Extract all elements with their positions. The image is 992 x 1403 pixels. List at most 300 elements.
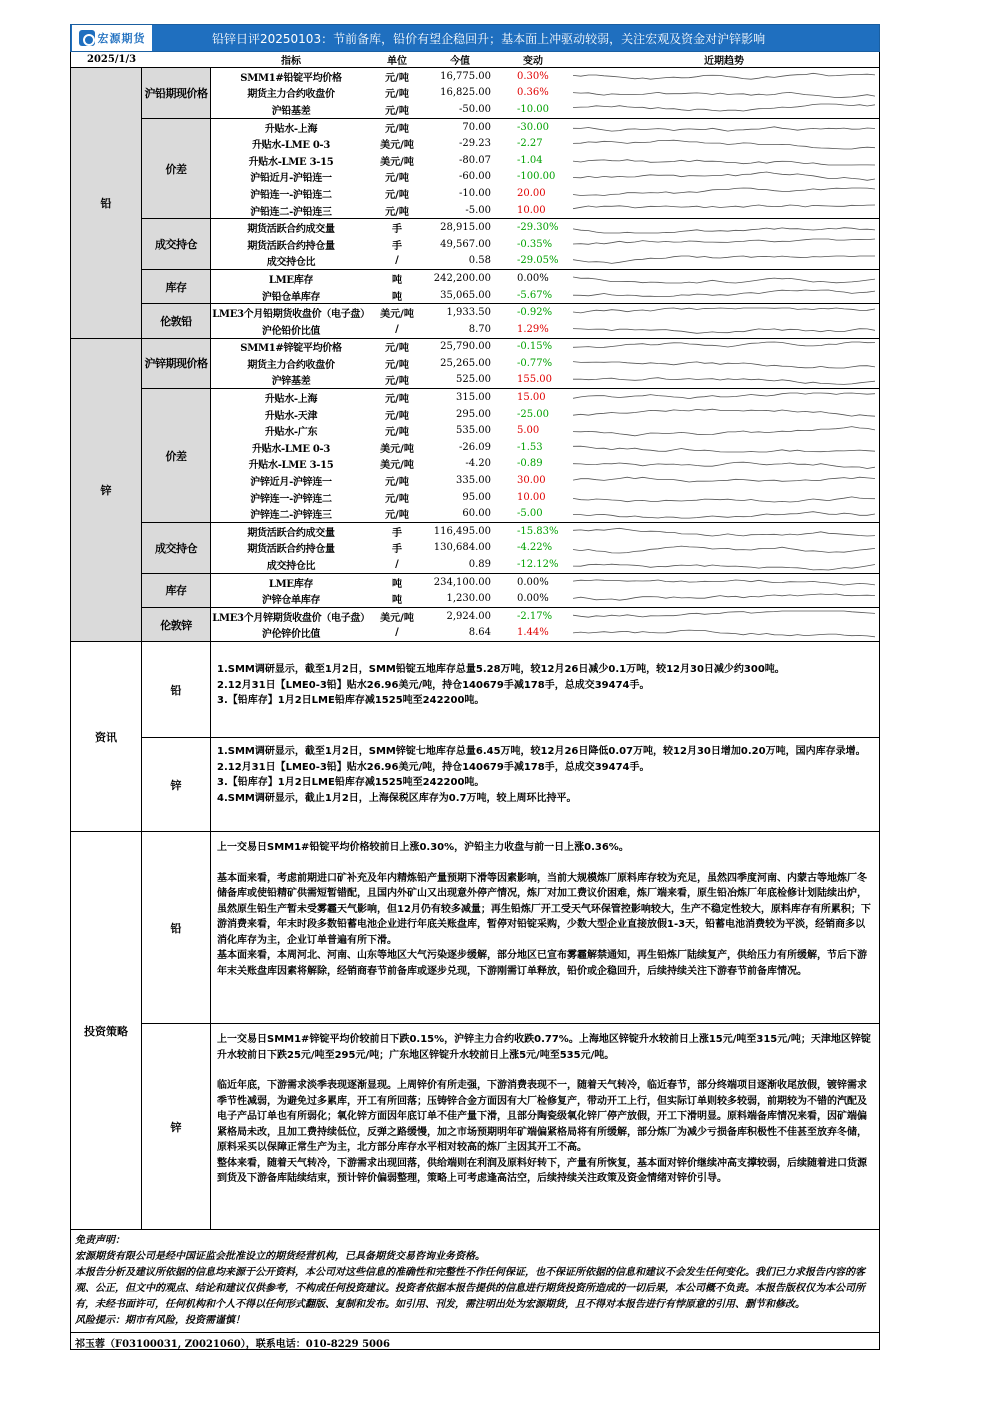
value-cell: 525.00: [456, 374, 491, 386]
metal-name: 铅: [71, 68, 142, 338]
unit-cell: 手: [392, 240, 402, 252]
strategy-zinc: [142, 1024, 879, 1229]
indicator-group: [142, 339, 879, 390]
news-lead-line: 3.【铅库存】1月2日LME铅库存减1525吨至242200吨。: [217, 695, 485, 707]
sparkline-path: [573, 362, 875, 368]
disclaimer: [70, 1230, 880, 1333]
value-cell: 295.00: [456, 408, 491, 420]
value-cell: -4.20: [465, 458, 491, 470]
value-cell: -60.00: [458, 171, 491, 183]
change-cell: 0.36%: [517, 87, 549, 99]
sparkline-path: [573, 290, 875, 297]
indicator-group: [142, 270, 879, 304]
value-cell: -80.07: [458, 154, 491, 166]
trend-sparkline: [569, 473, 879, 489]
change-cell: -100.00: [517, 171, 556, 183]
sparkline-path: [573, 205, 875, 209]
trend-sparkline: [569, 202, 879, 218]
trend-sparkline: [569, 372, 879, 388]
indicator-cell: 升贴水-LME 0-3: [251, 443, 331, 455]
change-cell: -0.15%: [517, 341, 553, 353]
value-cell: 16,775.00: [440, 70, 491, 82]
trend-sparkline: [569, 287, 879, 303]
value-cell: 8.70: [468, 323, 491, 335]
table-row: [211, 439, 879, 456]
table-row: [211, 236, 879, 253]
unit-cell: 元/吨: [385, 510, 409, 522]
change-cell: -2.27: [517, 138, 543, 150]
change-cell: 1.29%: [517, 323, 549, 335]
group-name: 价差: [142, 389, 211, 522]
trend-sparkline: [569, 423, 879, 439]
trend-sparkline: [569, 406, 879, 422]
table-row: [211, 540, 879, 557]
value-cell: -50.00: [458, 103, 491, 115]
indicator-cell: 沪伦铅价比值: [261, 325, 321, 337]
table-row: [211, 505, 879, 522]
indicator-cell: 沪锌连一-沪锌连二: [250, 493, 332, 505]
group-name: 伦敦锌: [142, 608, 211, 641]
metal-block: [70, 68, 880, 339]
trend-sparkline: [569, 169, 879, 185]
value-cell: 70.00: [462, 121, 491, 133]
news-section: [70, 642, 880, 832]
indicator-cell: 沪锌近月-沪锌连一: [250, 477, 332, 489]
logo-text: 宏源期货: [97, 32, 146, 45]
trend-sparkline: [569, 439, 879, 455]
change-cell: -2.17%: [517, 610, 553, 622]
indicator-cell: 沪铅基差: [271, 105, 311, 117]
trend-sparkline: [569, 220, 879, 236]
table-row: [211, 625, 879, 642]
change-cell: -1.04: [517, 154, 543, 166]
change-cell: -0.35%: [517, 238, 553, 250]
unit-cell: 手: [392, 544, 402, 556]
report-date: 2025/1/3: [87, 54, 137, 65]
change-cell: 10.00: [517, 491, 546, 503]
value-cell: 116,495.00: [433, 525, 491, 537]
indicator-cell: 成交持仓比: [266, 561, 316, 573]
table-row: [211, 287, 879, 304]
sparkline-path: [573, 529, 875, 537]
trend-sparkline: [569, 152, 879, 168]
value-cell: 2,924.00: [446, 610, 491, 622]
change-cell: -0.77%: [517, 357, 553, 369]
metals-table: [70, 68, 880, 642]
table-row: [211, 422, 879, 439]
trend-sparkline: [569, 270, 879, 286]
indicator-group: [142, 574, 879, 608]
news-lead-line: 1.SMM调研显示，截至1月2日，SMM铅锭五地库存总量5.28万吨，较12月26日减少0.1万吨，较12月30日减少约300吨。: [217, 664, 785, 676]
news-zinc-line: 2.12月31日【LME0-3铅】贴水26.96美元/吨，持仓140679手减178手，总成交39474手。: [217, 761, 650, 773]
trend-sparkline: [569, 557, 879, 573]
table-row: [211, 355, 879, 372]
indicator-cell: 沪铅近月-沪铅连一: [250, 173, 332, 185]
trend-sparkline: [569, 506, 879, 522]
table-row: [211, 119, 879, 136]
table-row: [211, 185, 879, 202]
trend-sparkline: [569, 68, 879, 84]
metal-block: [70, 339, 880, 643]
value-cell: 0.89: [468, 559, 491, 571]
indicator-cell: 升贴水-LME 3-15: [248, 460, 334, 472]
unit-cell: 美元/吨: [380, 460, 414, 472]
news-zinc: [142, 738, 879, 831]
group-name: 沪锌期现价格: [142, 339, 211, 389]
col-change: 变动: [523, 56, 543, 67]
indicator-cell: 沪铅仓单库存: [261, 291, 321, 303]
strategy-zinc-label: 锌: [142, 1024, 211, 1229]
unit-cell: 美元/吨: [380, 309, 414, 321]
trend-sparkline: [569, 321, 879, 337]
unit-cell: 手: [392, 224, 402, 236]
trend-sparkline: [569, 540, 879, 556]
trend-sparkline: [569, 523, 879, 539]
strategy-zinc-para: 临近年底，下游需求淡季表现逐渐显现。上周锌价有所走强，下游消费表现不一，随着天气转冷，临近春节，部分终端项目逐渐收尾放假，镀锌需求季节性减弱，为避免过多累库，开工有所回落；压铸锌合金方面因有大厂检修复产，带动开工上行，但实际订单则较多较弱，前期较为不错的汽配及电子产品订单也有所弱化；氧化锌方面因年底订单不佳产量下滑，且部分陶瓷级氧化锌厂停产放假，开工下滑明显。原料端备库情况来看，因矿端偏紧格局未改，且加工费持续低位，反弹之路缓慢，加之市场预期明年矿端偏紧格局将有所缓解，部分炼厂为减少亏损备库积极性不佳甚至放弃冬储，原料采买以保障正常生产为主，北方部分库存水平相对较高的炼厂主因其开工不高。: [217, 1080, 867, 1154]
sparkline-path: [573, 564, 875, 570]
unit-cell: 美元/吨: [380, 443, 414, 455]
sparkline-path: [573, 127, 875, 131]
unit-cell: 元/吨: [385, 410, 409, 422]
indicator-cell: LME库存: [268, 274, 314, 286]
table-row: [211, 253, 879, 270]
unit-cell: 元/吨: [385, 173, 409, 185]
group-name: 库存: [142, 574, 211, 607]
group-name: 成交持仓: [142, 523, 211, 573]
value-cell: -5.00: [465, 204, 491, 216]
disclaimer-line: 本报告分析及建议所依据的信息均来源于公开资料，本公司对这些信息的准确性和完整性不作任何保证，也不保证所依据的信息和建议不会发生任何变化。我们已力求报告内容的客观、公正，但文中的观点、结论和建议仅供参考，不构成任何投资建议。投资者依据本报告提供的信息进行期货投资所造成的一切后果，本公司概不负责。本报告版权仅为本公司所有，未经书面许可，任何机构和个人不得以任何形式翻版、复制和发布。如引用、刊发，需注明出处为宏源期货，且不得对本报告进行有悖原意的引用、删节和修改。: [75, 1267, 865, 1311]
indicator-group: [142, 523, 879, 574]
change-cell: -15.83%: [517, 525, 559, 537]
indicator-group: [142, 219, 879, 270]
sparkline-path: [573, 104, 875, 111]
indicator-cell: 升贴水-广东: [264, 427, 318, 439]
news-label: 资讯: [71, 642, 142, 831]
unit-cell: 元/吨: [385, 89, 409, 101]
value-cell: 0.58: [468, 255, 491, 267]
trend-sparkline: [569, 456, 879, 472]
change-cell: 1.44%: [517, 627, 549, 639]
trend-sparkline: [569, 305, 879, 321]
news-lead: [142, 642, 879, 738]
change-cell: 0.30%: [517, 70, 549, 82]
table-row: [211, 85, 879, 102]
strategy-zinc-text: [211, 1024, 879, 1229]
value-cell: 35,065.00: [440, 289, 491, 301]
strategy-label: 投资策略: [71, 832, 142, 1229]
author-footer: 祁玉蓉（F03100031, Z0021060），联系电话：010-8229 5006: [70, 1333, 880, 1350]
unit-cell: 元/吨: [385, 206, 409, 218]
unit-cell: 美元/吨: [380, 612, 414, 624]
disclaimer-title: 免责声明：: [75, 1235, 125, 1247]
risk-warning: 风险提示：期市有风险，投资需谨慎！: [75, 1315, 245, 1327]
indicator-cell: 沪锌仓单库存: [261, 595, 321, 607]
unit-cell: 元/吨: [385, 493, 409, 505]
sparkline-path: [573, 188, 875, 196]
news-zinc-label: 锌: [142, 738, 211, 831]
group-name: 价差: [142, 119, 211, 219]
table-row: [211, 523, 879, 540]
value-cell: 335.00: [456, 475, 491, 487]
sparkline-path: [573, 277, 875, 283]
report-title: 铅锌日评20250103：节前备库，铅价有望企稳回升；基本面上冲驱动较弱，关注宏观及资金对沪锌影响: [212, 31, 766, 46]
sparkline-path: [573, 92, 875, 97]
news-lead-text: [211, 642, 879, 737]
trend-sparkline: [569, 136, 879, 152]
change-cell: 30.00: [517, 475, 546, 487]
strategy-lead-para: 基本面来看，考虑前期进口矿补充及年内精炼铅产量预期下滑等因素影响，当前大规模炼厂原料库存较为充足，虽然四季度河南、内蒙古等地炼厂冬储备库或使铅精矿供需短暂错配，且国内外矿山又出现意外停产情况，炼厂对加工费议价困难，炼厂端来看，原生铅冶炼厂年底检修计划陆续出炉，虽然原生铅生产暂未受雾霾天气影响，但12月仍有较多减量；再生铅炼厂开工受天气环保管控影响较大，生产不稳定性较大，原料库存有所累积；下游消费来看，年末时段多数铅蓄电池企业进行年底关账盘库，暂停对铅锭采购，少数大型企业直接放假1-3天，铅蓄电池消费较为平淡，经销商多以消化库存为主，企业订单普遍有所下滑。: [217, 872, 871, 946]
indicator-cell: 升贴水-LME 3-15: [248, 156, 334, 168]
sparkline-path: [573, 329, 875, 334]
change-cell: -1.53: [517, 441, 543, 453]
unit-cell: 美元/吨: [380, 140, 414, 152]
table-row: [211, 456, 879, 473]
metal-name: 锌: [71, 339, 142, 642]
table-row: [211, 152, 879, 169]
change-cell: 0.00%: [517, 576, 549, 588]
change-cell: -12.12%: [517, 559, 559, 571]
value-cell: 1,933.50: [446, 307, 491, 319]
table-row: [211, 472, 879, 489]
trend-sparkline: [569, 625, 879, 641]
value-cell: 60.00: [462, 508, 491, 520]
change-cell: -10.00: [517, 103, 550, 115]
table-row: [211, 339, 879, 356]
unit-cell: /: [395, 255, 399, 267]
change-cell: 155.00: [517, 374, 552, 386]
table-row: [211, 270, 879, 287]
table-row: [211, 489, 879, 506]
value-cell: 315.00: [456, 392, 491, 404]
change-cell: 0.00%: [517, 593, 549, 605]
change-cell: 10.00: [517, 204, 546, 216]
indicator-group: [142, 119, 879, 220]
indicator-cell: 沪铅连二-沪铅连三: [250, 206, 332, 218]
sparkline-path: [573, 447, 875, 453]
strategy-zinc-para: 整体来看，随着天气转冷，下游需求出现回落，供给端则在利润及原料好转下，产量有所恢复，基本面对锌价继续冲高支撑较弱，后续随着进口货源到货及下游备库陆续结束，预计锌价偏弱整理，策略上可考虑逢高沽空，后续持续关注政策及资金情绪对锌价引导。: [217, 1157, 867, 1185]
change-cell: 5.00: [517, 425, 540, 437]
trend-sparkline: [569, 339, 879, 355]
unit-cell: /: [395, 559, 399, 571]
table-row: [211, 202, 879, 219]
indicator-cell: 期货活跃合约成交量: [247, 527, 335, 539]
strategy-lead-summary: 上一交易日SMM1#铅锭平均价格较前日上涨0.30%，沪铅主力收盘与前一日上涨0.36%。: [217, 842, 629, 854]
value-cell: 242,200.00: [433, 272, 491, 284]
indicator-cell: 升贴水-LME 0-3: [251, 140, 331, 152]
group-name: 成交持仓: [142, 219, 211, 269]
trend-sparkline: [569, 236, 879, 252]
strategy-lead-text: [211, 832, 879, 1023]
unit-cell: 元/吨: [385, 477, 409, 489]
indicator-cell: 期货主力合约收盘价: [247, 89, 335, 101]
value-cell: 49,567.00: [440, 238, 491, 250]
sparkline-path: [573, 342, 875, 347]
table-row: [211, 169, 879, 186]
trend-sparkline: [569, 355, 879, 371]
strategy-lead: [142, 832, 879, 1024]
news-lead-line: 2.12月31日【LME0-3铅】贴水26.96美元/吨，持仓140679手减178手，总成交39474手。: [217, 679, 650, 691]
sparkline-path: [573, 308, 875, 313]
trend-sparkline: [569, 101, 879, 117]
sparkline-path: [573, 160, 875, 165]
trend-sparkline: [569, 574, 879, 590]
indicator-cell: 升贴水-上海: [264, 394, 318, 406]
strategy-lead-label: 铅: [142, 832, 211, 1023]
sparkline-path: [573, 511, 875, 517]
unit-cell: 元/吨: [385, 123, 409, 135]
value-cell: 95.00: [462, 491, 491, 503]
value-cell: 535.00: [456, 425, 491, 437]
indicator-cell: 升贴水-上海: [264, 123, 318, 135]
value-cell: 8.64: [468, 627, 491, 639]
change-cell: -5.67%: [517, 289, 553, 301]
indicator-cell: 沪伦锌价比值: [261, 629, 321, 641]
trend-sparkline: [569, 608, 879, 624]
logo-icon: [79, 30, 95, 46]
indicator-group: [142, 389, 879, 523]
sparkline-path: [573, 239, 875, 244]
strategy-zinc-summary: 上一交易日SMM1#锌锭平均价较前日下跌0.15%，沪锌主力合约收跌0.77%。上海地区锌锭升水较前日上涨15元/吨至315元/吨；天津地区锌锭升水较前日下跌25元/吨至295元/吨；广东地区锌锭升水较前日上涨5元/吨至535元/吨。: [217, 1034, 871, 1061]
col-value: 今值: [450, 56, 470, 67]
unit-cell: 手: [392, 527, 402, 539]
sparkline-path: [573, 140, 875, 149]
strategy-lead-para: 基本面来看，本周河北、河南、山东等地区大气污染逐步缓解，部分地区已宣布雾霾解禁通知，再生铅炼厂陆续复产，供给压力有所缓解，节后下游年末关账盘库因素将解除，经销商春节前备库或逐步兑现，下游刚需订单释放，铅价或企稳回升，后续持续关注下游春节前备库情况。: [217, 950, 867, 977]
sparkline-path: [573, 256, 875, 263]
unit-cell: 元/吨: [385, 189, 409, 201]
change-cell: -25.00: [517, 408, 550, 420]
indicator-group: [142, 608, 879, 641]
indicator-cell: LME3个月锌期货收盘价（电子盘）: [212, 612, 370, 624]
change-cell: 0.00%: [517, 272, 549, 284]
sparkline-path: [573, 393, 875, 399]
unit-cell: 吨: [392, 291, 402, 303]
value-cell: 130,684.00: [433, 542, 491, 554]
indicator-cell: LME库存: [268, 578, 314, 590]
table-row: [211, 304, 879, 321]
change-cell: -29.30%: [517, 222, 559, 234]
indicator-cell: 升贴水-天津: [264, 410, 318, 422]
indicator-cell: 期货活跃合约持仓量: [247, 544, 335, 556]
news-zinc-line: 3.【铅库存】1月2日LME铅库存减1525吨至242200吨。: [217, 777, 485, 789]
report-header: [70, 24, 880, 52]
change-cell: -4.22%: [517, 542, 553, 554]
trend-sparkline: [569, 489, 879, 505]
table-row: [211, 219, 879, 236]
value-cell: -29.23: [458, 138, 491, 150]
unit-cell: 元/吨: [385, 72, 409, 84]
col-trend: 近期趋势: [704, 56, 744, 67]
indicator-cell: 期货主力合约收盘价: [247, 359, 335, 371]
unit-cell: /: [395, 627, 399, 639]
unit-cell: 元/吨: [385, 394, 409, 406]
table-row: [211, 574, 879, 591]
indicator-cell: 沪锌基差: [271, 376, 311, 388]
news-lead-label: 铅: [142, 642, 211, 737]
value-cell: 1,230.00: [446, 593, 491, 605]
value-cell: 25,265.00: [440, 357, 491, 369]
unit-cell: 吨: [392, 274, 402, 286]
table-row: [211, 406, 879, 423]
trend-sparkline: [569, 119, 879, 135]
table-row: [211, 135, 879, 152]
table-row: [211, 372, 879, 389]
table-row: [211, 68, 879, 85]
table-row: [211, 608, 879, 625]
unit-cell: 元/吨: [385, 359, 409, 371]
unit-cell: 元/吨: [385, 427, 409, 439]
sparkline-path: [573, 378, 875, 385]
change-cell: -29.05%: [517, 255, 559, 267]
indicator-cell: LME3个月铅期货收盘价（电子盘）: [212, 309, 370, 321]
indicator-cell: 成交持仓比: [266, 257, 316, 269]
value-cell: 234,100.00: [433, 576, 491, 588]
unit-cell: 元/吨: [385, 376, 409, 388]
company-logo: [72, 25, 152, 51]
sparkline-path: [573, 74, 875, 80]
column-header: [70, 52, 880, 68]
unit-cell: 美元/吨: [380, 156, 414, 168]
trend-sparkline: [569, 591, 879, 607]
sparkline-path: [573, 477, 875, 482]
strategy-section: [70, 832, 880, 1230]
sparkline-path: [573, 172, 875, 180]
col-indicator: 指标: [281, 56, 301, 67]
sparkline-path: [573, 462, 875, 468]
indicator-cell: SMM1#铅锭平均价格: [240, 72, 342, 84]
sparkline-path: [573, 630, 875, 637]
change-cell: -5.00: [517, 508, 543, 520]
indicator-cell: 沪锌连二-沪锌连三: [250, 510, 332, 522]
change-cell: -0.89: [517, 458, 543, 470]
value-cell: 28,915.00: [440, 222, 491, 234]
value-cell: 16,825.00: [440, 87, 491, 99]
trend-sparkline: [569, 85, 879, 101]
group-name: 伦敦铅: [142, 304, 211, 337]
sparkline-path: [573, 497, 875, 502]
value-cell: -26.09: [458, 441, 491, 453]
unit-cell: 吨: [392, 578, 402, 590]
sparkline-path: [573, 594, 875, 600]
change-cell: 15.00: [517, 392, 546, 404]
table-row: [211, 101, 879, 118]
sparkline-path: [573, 409, 875, 416]
trend-sparkline: [569, 253, 879, 269]
value-cell: -10.00: [458, 187, 491, 199]
sparkline-path: [573, 227, 875, 232]
unit-cell: 吨: [392, 595, 402, 607]
group-name: 库存: [142, 270, 211, 303]
indicator-cell: SMM1#锌锭平均价格: [240, 343, 342, 355]
news-zinc-line: 1.SMM调研显示，截至1月2日，SMM锌锭七地库存总量6.45万吨，较12月26日降低0.07万吨，较12月30日增加0.20万吨，国内库存录增。: [217, 746, 866, 758]
change-cell: 20.00: [517, 187, 546, 199]
table-row: [211, 590, 879, 607]
table-row: [211, 556, 879, 573]
sparkline-path: [573, 426, 875, 435]
indicator-cell: 期货活跃合约成交量: [247, 224, 335, 236]
indicator-group: [142, 68, 879, 119]
change-cell: -30.00: [517, 121, 550, 133]
indicator-group: [142, 304, 879, 337]
value-cell: 25,790.00: [440, 341, 491, 353]
unit-cell: /: [395, 323, 399, 335]
indicator-cell: 期货活跃合约持仓量: [247, 240, 335, 252]
trend-sparkline: [569, 185, 879, 201]
indicator-cell: 沪铅连一-沪铅连二: [250, 189, 332, 201]
sparkline-path: [573, 546, 875, 553]
col-unit: 单位: [387, 56, 407, 67]
news-zinc-text: [211, 738, 879, 831]
group-name: 沪铅期现价格: [142, 68, 211, 118]
